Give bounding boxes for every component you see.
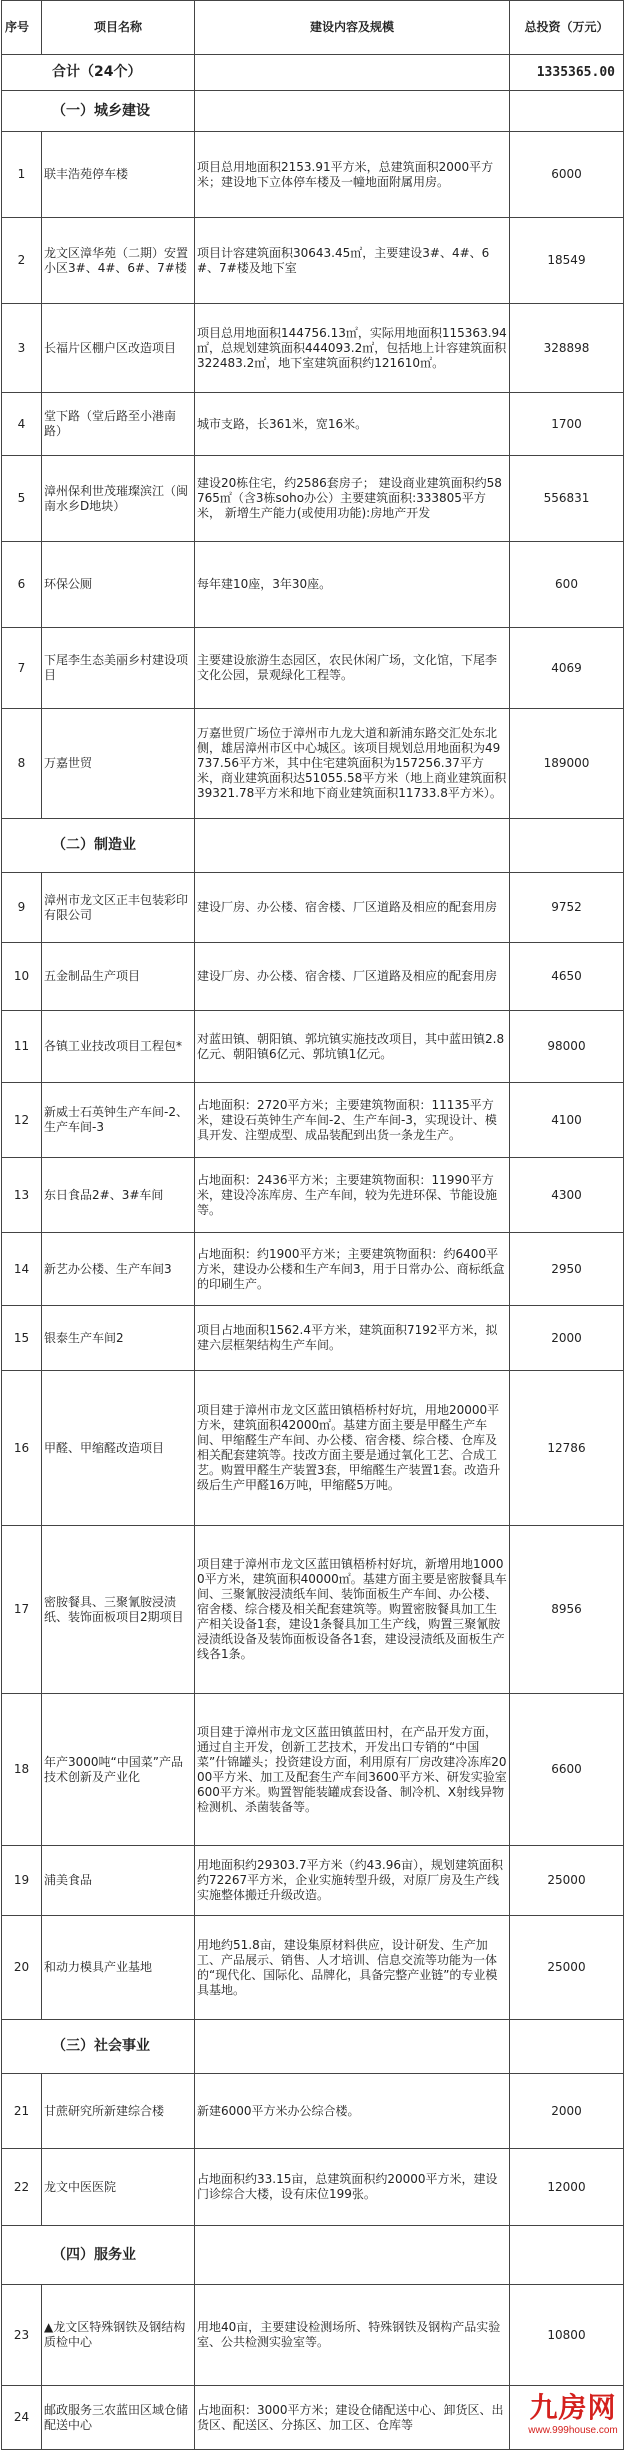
row-name: 长福片区棚户区改造项目	[42, 304, 195, 393]
header-amount: 总投资（万元）	[510, 1, 624, 55]
row-desc: 用地约51.8亩，建设集原材料供应，设计研发、生产加工、产品展示、销售、人才培训、信息交流等功能为一体的“现代化、国际化、品牌化，具备完整产业链”的专业模具基地。	[195, 1916, 510, 2020]
row-amount: 98000	[510, 1011, 624, 1083]
table-row	[2, 1083, 624, 1158]
header-desc: 建设内容及规模	[195, 1, 510, 55]
row-no: 7	[2, 628, 42, 709]
row-amount: 4069	[510, 628, 624, 709]
row-no: 9	[2, 873, 42, 943]
row-name: 浦美食品	[42, 1846, 195, 1916]
table-row	[2, 542, 624, 628]
row-amount: 12000	[510, 2149, 624, 2226]
section-row	[2, 819, 624, 873]
section-row	[2, 2226, 624, 2285]
table-row	[2, 1371, 624, 1526]
row-name: 下尾李生态美丽乡村建设项目	[42, 628, 195, 709]
header-no: 序号	[2, 1, 42, 55]
row-name: 龙文区漳华苑（二期）安置小区3#、4#、6#、7#楼	[42, 218, 195, 304]
row-no: 14	[2, 1233, 42, 1306]
row-desc: 项目建于漳州市龙文区蓝田镇梧桥村好坑，新增用地10000平方米，建筑面积40000㎡。基建方面主要是密胺餐具车间、三聚氰胺浸渍纸车间、装饰面板生产车间、办公楼、宿舍楼、综合楼及相关配套建筑等。购置密胺餐具加工生产相关设备1套，建设1条餐具加工生产线，购置三聚氰胺浸渍纸设备及装饰面板设备各1套，建设浸渍纸及面板生产线各1条。	[195, 1526, 510, 1694]
table-row	[2, 132, 624, 218]
row-name: ▲龙文区特殊钢铁及钢结构质检中心	[42, 2285, 195, 2386]
row-no: 3	[2, 304, 42, 393]
row-amount: 2950	[510, 1233, 624, 1306]
row-no: 15	[2, 1306, 42, 1371]
section-title: （二）制造业	[2, 819, 195, 873]
row-desc: 占地面积：2436平方米；主要建筑物面积：11990平方米，建设冷冻库房、生产车间，较为先进环保、节能设施等。	[195, 1158, 510, 1233]
section-amount	[510, 819, 624, 873]
row-desc: 项目建于漳州市龙文区蓝田镇梧桥村好坑，用地20000平方米，建筑面积42000㎡。基建方面主要是甲醛生产车间、甲缩醛生产车间、办公楼、宿舍楼、综合楼、仓库及相关配套建筑等。技改方面主要是通过氧化工艺、合成工艺。购置甲醛生产装置3套，甲缩醛生产装置1套。改造升级后生产甲醛16万吨，甲缩醛5万吨。	[195, 1371, 510, 1526]
section-desc	[195, 819, 510, 873]
section-amount	[510, 2226, 624, 2285]
header-name: 项目名称	[42, 1, 195, 55]
table-row	[2, 1158, 624, 1233]
row-desc: 用地40亩，主要建设检测场所、特殊钢铁及钢构产品实验室、公共检测实验室等。	[195, 2285, 510, 2386]
table-row	[2, 218, 624, 304]
row-no: 8	[2, 709, 42, 819]
row-name: 甲醛、甲缩醛改造项目	[42, 1371, 195, 1526]
table-row	[2, 2285, 624, 2386]
row-name: 密胺餐具、三聚氰胺浸渍纸、装饰面板项目2期项目	[42, 1526, 195, 1694]
row-desc: 城市支路，长361米，宽16米。	[195, 393, 510, 456]
row-name: 各镇工业技改项目工程包*	[42, 1011, 195, 1083]
row-no: 16	[2, 1371, 42, 1526]
row-name: 五金制品生产项目	[42, 943, 195, 1011]
row-desc: 项目计容建筑面积30643.45㎡，主要建设3#、4#、6#、7#楼及地下室	[195, 218, 510, 304]
row-desc: 建设厂房、办公楼、宿舍楼、厂区道路及相应的配套用房	[195, 873, 510, 943]
row-no: 17	[2, 1526, 42, 1694]
section-desc	[195, 2226, 510, 2285]
row-no: 22	[2, 2149, 42, 2226]
row-name: 东日食品2#、3#车间	[42, 1158, 195, 1233]
row-no: 11	[2, 1011, 42, 1083]
row-desc: 每年建10座，3年30座。	[195, 542, 510, 628]
row-no: 20	[2, 1916, 42, 2020]
table-row	[2, 709, 624, 819]
row-amount: 9752	[510, 873, 624, 943]
row-name: 新艺办公楼、生产车间3	[42, 1233, 195, 1306]
row-amount: 4650	[510, 943, 624, 1011]
row-amount: 18549	[510, 218, 624, 304]
row-desc: 新建6000平方米办公综合楼。	[195, 2074, 510, 2149]
row-desc: 占地面积约33.15亩，总建筑面积约20000平方米，建设门诊综合大楼，设有床位199张。	[195, 2149, 510, 2226]
row-name: 万嘉世贸	[42, 709, 195, 819]
section-title: （三）社会事业	[2, 2020, 195, 2074]
row-amount: 1700	[510, 393, 624, 456]
table-row	[2, 1916, 624, 2020]
row-name: 漳州保利世茂璀璨滨江（闽南水乡D地块）	[42, 456, 195, 542]
header-row	[2, 1, 624, 55]
table-row	[2, 873, 624, 943]
section-row	[2, 91, 624, 132]
row-amount: 4300	[510, 1158, 624, 1233]
table-row	[2, 456, 624, 542]
row-no: 4	[2, 393, 42, 456]
section-desc	[195, 91, 510, 132]
row-amount: 189000	[510, 709, 624, 819]
row-amount: 6000	[510, 132, 624, 218]
row-name: 漳州市龙文区正丰包装彩印有限公司	[42, 873, 195, 943]
row-name: 环保公厕	[42, 542, 195, 628]
row-amount: 2000	[510, 1306, 624, 1371]
row-name: 堂下路（堂后路至小港南路）	[42, 393, 195, 456]
total-amount: 1335365.00	[510, 55, 624, 91]
section-title: （四）服务业	[2, 2226, 195, 2285]
row-no: 1	[2, 132, 42, 218]
row-desc: 项目总用地面积144756.13㎡，实际用地面积115363.94㎡，总规划建筑面积444093.2㎡，包括地上计容建筑面积322483.2㎡，地下室建筑面积约121610㎡。	[195, 304, 510, 393]
row-name: 甘蔗研究所新建综合楼	[42, 2074, 195, 2149]
watermark-brand: 九房网	[529, 2391, 617, 2424]
row-amount: 600	[510, 542, 624, 628]
section-amount	[510, 91, 624, 132]
row-name: 银泰生产车间2	[42, 1306, 195, 1371]
row-no: 5	[2, 456, 42, 542]
row-desc: 主要建设旅游生态园区，农民休闲广场，文化馆，下尾李文化公园，景观绿化工程等。	[195, 628, 510, 709]
section-amount	[510, 2020, 624, 2074]
row-no: 10	[2, 943, 42, 1011]
section-desc	[195, 2020, 510, 2074]
row-desc: 项目建于漳州市龙文区蓝田镇蓝田村，在产品开发方面，通过自主开发，创新工艺技术，开发出口专销的“中国菜”什锦罐头；投资建设方面，利用原有厂房改建冷冻库2000平方米、加工及配套生产车间3600平方米、研发实验室600平方米。购置智能装罐成套设备、制冷机、X射线异物检测机、杀菌装备等。	[195, 1694, 510, 1846]
table-row	[2, 1233, 624, 1306]
table-row	[2, 1694, 624, 1846]
table-row	[2, 2149, 624, 2226]
row-desc: 建设20栋住宅，约2586套房子； 建设商业建筑面积约58765㎡（含3栋soho办公）主要建筑面积:333805平方米， 新增生产能力(或使用功能):房地产开发	[195, 456, 510, 542]
row-no: 18	[2, 1694, 42, 1846]
row-name: 年产3000吨“中国菜”产品技术创新及产业化	[42, 1694, 195, 1846]
row-amount: 6600	[510, 1694, 624, 1846]
row-name: 邮政服务三农蓝田区域仓储配送中心	[42, 2386, 195, 2450]
row-no: 21	[2, 2074, 42, 2149]
table-row	[2, 1011, 624, 1083]
row-no: 19	[2, 1846, 42, 1916]
row-name: 龙文中医医院	[42, 2149, 195, 2226]
row-amount: 25000	[510, 1846, 624, 1916]
row-no: 24	[2, 2386, 42, 2450]
row-no: 23	[2, 2285, 42, 2386]
row-name: 联丰浩苑停车楼	[42, 132, 195, 218]
watermark-logo	[523, 2392, 623, 2448]
row-name: 新威士石英钟生产车间-2、生产车间-3	[42, 1083, 195, 1158]
row-desc: 项目总用地面积2153.91平方米，总建筑面积2000平方米；建设地下立体停车楼及一幢地面附属用房。	[195, 132, 510, 218]
row-desc: 占地面积：2720平方米；主要建筑物面积：11135平方米，建设石英钟生产车间-2、生产车间-3，实现设计、模具开发、注塑成型、成品装配到出货一条龙生产。	[195, 1083, 510, 1158]
row-desc: 建设厂房、办公楼、宿舍楼、厂区道路及相应的配套用房	[195, 943, 510, 1011]
row-amount: 12786	[510, 1371, 624, 1526]
section-row	[2, 2020, 624, 2074]
row-desc: 项目占地面积1562.4平方米，建筑面积7192平方米，拟建六层框架结构生产车间。	[195, 1306, 510, 1371]
total-desc	[195, 55, 510, 91]
row-amount: 2000	[510, 2074, 624, 2149]
row-name: 和动力模具产业基地	[42, 1916, 195, 2020]
table-row	[2, 304, 624, 393]
total-label: 合计（24个）	[2, 55, 195, 91]
row-amount: 556831	[510, 456, 624, 542]
row-no: 6	[2, 542, 42, 628]
watermark-url: www.999house.com	[528, 2425, 618, 2436]
row-no: 13	[2, 1158, 42, 1233]
row-desc: 万嘉世贸广场位于漳州市九龙大道和新浦东路交汇处东北侧，雄居漳州市区中心城区。该项目规划总用地面积为49737.56平方米，其中住宅建筑面积为157256.37平方米，商业建筑面积达51055.58平方米（地上商业建筑面积39321.78平方米和地下商业建筑面积11733.8平方米）。	[195, 709, 510, 819]
row-no: 12	[2, 1083, 42, 1158]
table-row	[2, 1846, 624, 1916]
row-amount: 10800	[510, 2285, 624, 2386]
row-amount: 8956	[510, 1526, 624, 1694]
row-amount: 4100	[510, 1083, 624, 1158]
table-row	[2, 393, 624, 456]
table-row	[2, 2074, 624, 2149]
table-row	[2, 628, 624, 709]
table-row	[2, 1526, 624, 1694]
total-row	[2, 55, 624, 91]
table-row	[2, 1306, 624, 1371]
row-desc: 用地面积约29303.7平方米（约43.96亩），规划建筑面积约72267平方米，企业实施转型升级，对原厂房及生产线实施整体搬迁升级改造。	[195, 1846, 510, 1916]
row-amount: 328898	[510, 304, 624, 393]
row-desc: 占地面积：3000平方米；建设仓储配送中心、卸货区、出货区、配送区、分拣区、加工区、仓库等	[195, 2386, 510, 2450]
table-row	[2, 943, 624, 1011]
row-desc: 对蓝田镇、朝阳镇、郭坑镇实施技改项目，其中蓝田镇2.8亿元、朝阳镇6亿元、郭坑镇1亿元。	[195, 1011, 510, 1083]
row-no: 2	[2, 218, 42, 304]
section-title: （一）城乡建设	[2, 91, 195, 132]
row-amount: 25000	[510, 1916, 624, 2020]
row-desc: 占地面积：约1900平方米；主要建筑物面积：约6400平方米，建设办公楼和生产车间3，用于日常办公、商标纸盒的印刷生产。	[195, 1233, 510, 1306]
investment-project-table	[1, 0, 624, 2450]
